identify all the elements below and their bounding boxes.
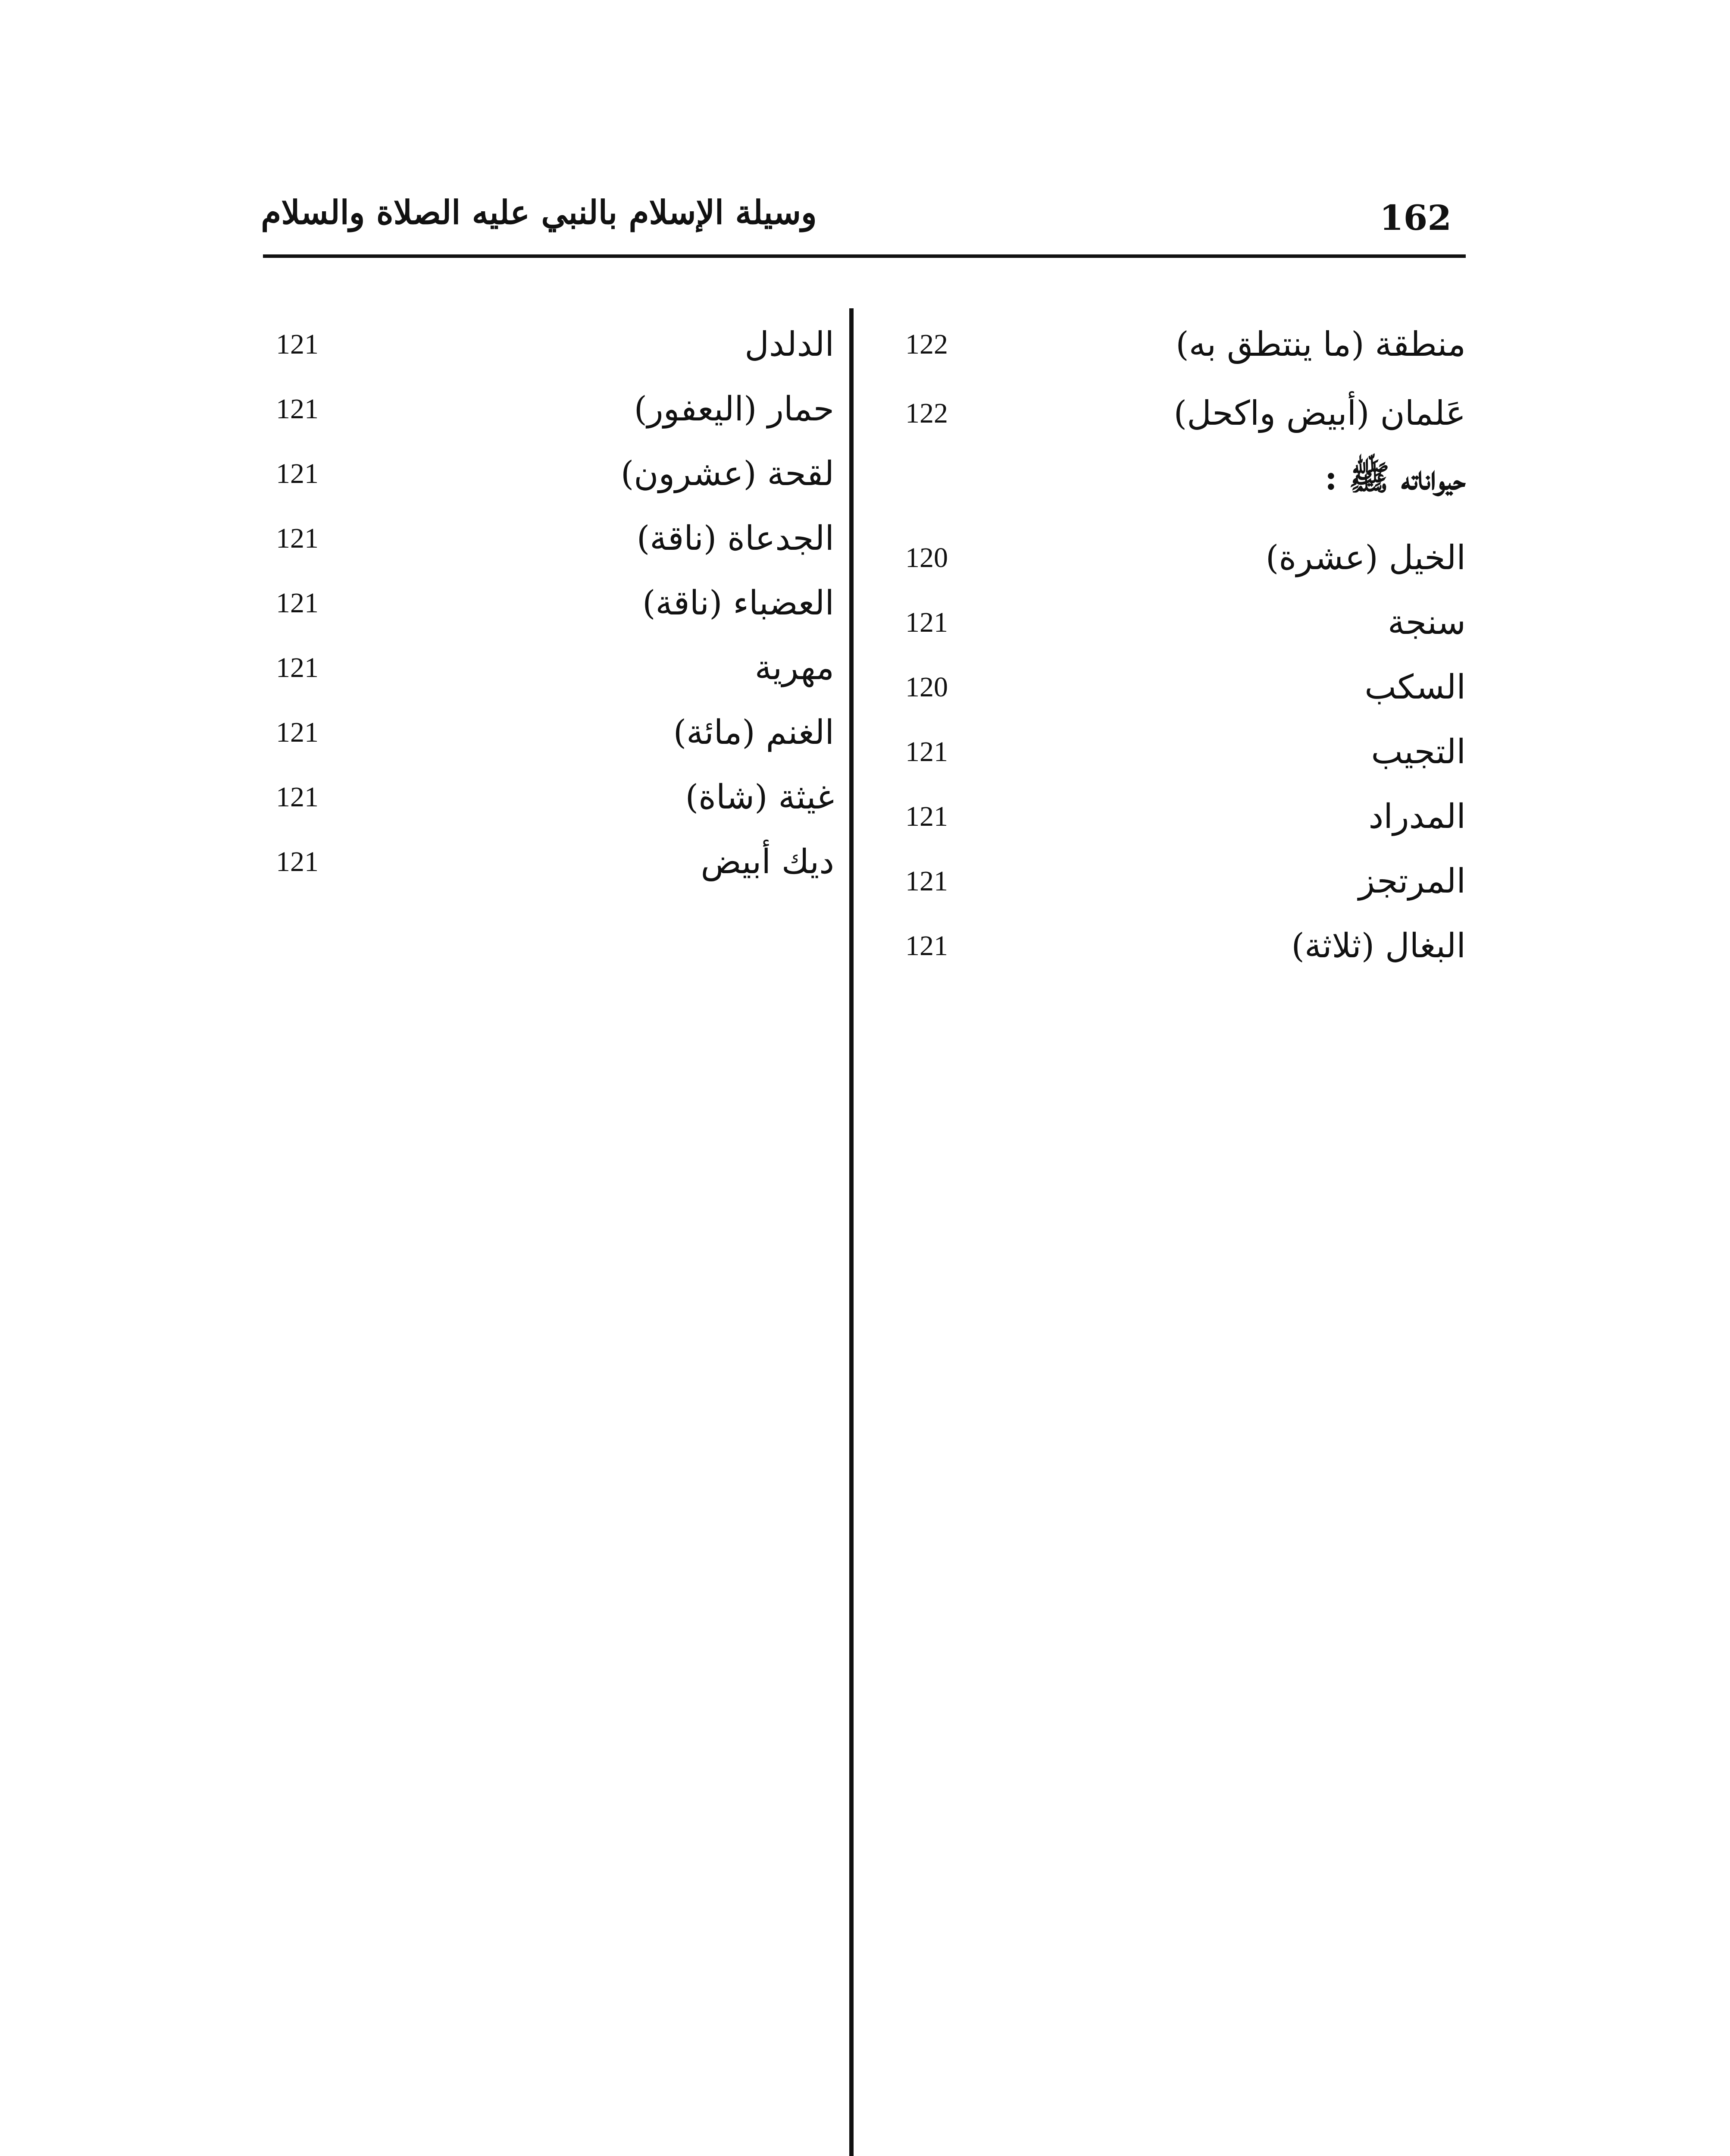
index-entry xyxy=(276,845,834,897)
entry-label: الجدعاة (ناقة) xyxy=(636,519,834,558)
entry-page: 121 xyxy=(276,523,319,554)
entry-page: 121 xyxy=(276,329,319,360)
page-number: 162 xyxy=(1380,197,1452,238)
index-entry xyxy=(276,713,834,768)
entry-label: سنجة xyxy=(1387,603,1466,642)
entry-label: الغنم (مائة) xyxy=(673,713,834,752)
entry-label: التجيب xyxy=(1371,733,1466,771)
index-entry xyxy=(276,651,834,703)
entry-label: حمار (اليعفور) xyxy=(634,390,834,429)
index-entry xyxy=(905,325,1466,379)
entry-label: السكب xyxy=(1364,668,1466,707)
index-entry xyxy=(905,735,1466,787)
entry-page: 121 xyxy=(276,587,319,619)
index-entry xyxy=(276,586,834,638)
header-rule xyxy=(263,254,1466,258)
entry-label: العضباء (ناقة) xyxy=(642,584,834,623)
entry-page: 121 xyxy=(905,607,948,638)
index-entry xyxy=(905,929,1466,981)
index-entry xyxy=(276,392,834,444)
entry-label: البغال (ثلاثة) xyxy=(1291,927,1466,965)
index-entry xyxy=(905,394,1466,448)
section-heading xyxy=(905,458,1466,513)
entry-page: 121 xyxy=(905,865,948,897)
index-entry xyxy=(905,862,1466,916)
entry-page: 122 xyxy=(905,329,948,360)
index-entry xyxy=(276,519,834,573)
entry-page: 121 xyxy=(276,393,319,425)
index-entry xyxy=(905,541,1466,593)
running-title: وسيلة الإسلام بالنبي عليه الصلاة والسلام xyxy=(261,193,817,232)
entry-label: منطقة (ما ينتطق به) xyxy=(1176,325,1466,364)
entry-label: غيثة (شاة) xyxy=(685,778,834,817)
index-entry xyxy=(276,454,834,509)
entry-page: 121 xyxy=(276,652,319,683)
entry-page: 121 xyxy=(276,846,319,877)
index-entry xyxy=(905,668,1466,722)
index-entry xyxy=(276,780,834,832)
entry-page: 121 xyxy=(905,930,948,962)
entry-page: 121 xyxy=(276,717,319,748)
entry-page: 120 xyxy=(905,542,948,573)
index-entry xyxy=(905,603,1466,658)
entry-page: 122 xyxy=(905,398,948,429)
entry-label: ديك أبيض xyxy=(701,843,834,881)
entry-page: 120 xyxy=(905,671,948,703)
entry-page: 121 xyxy=(905,801,948,832)
entry-label: المرتجز xyxy=(1358,862,1466,901)
entry-label: عَلمان (أبيض واكحل) xyxy=(1173,394,1466,433)
entry-label: الدلدل xyxy=(745,325,834,364)
entry-page: 121 xyxy=(905,736,948,768)
section-heading-label: حيواناته ﷺ : xyxy=(1325,458,1466,498)
entry-label: المدراد xyxy=(1368,797,1466,836)
index-entry xyxy=(905,797,1466,852)
entry-label: الخيل (عشرة) xyxy=(1265,539,1466,577)
entry-page: 121 xyxy=(276,781,319,813)
column-divider xyxy=(849,308,854,2156)
entry-label: لقحة (عشرون) xyxy=(620,454,834,493)
index-entry xyxy=(276,325,834,379)
entry-label: مهرية xyxy=(754,649,834,687)
entry-page: 121 xyxy=(276,458,319,489)
